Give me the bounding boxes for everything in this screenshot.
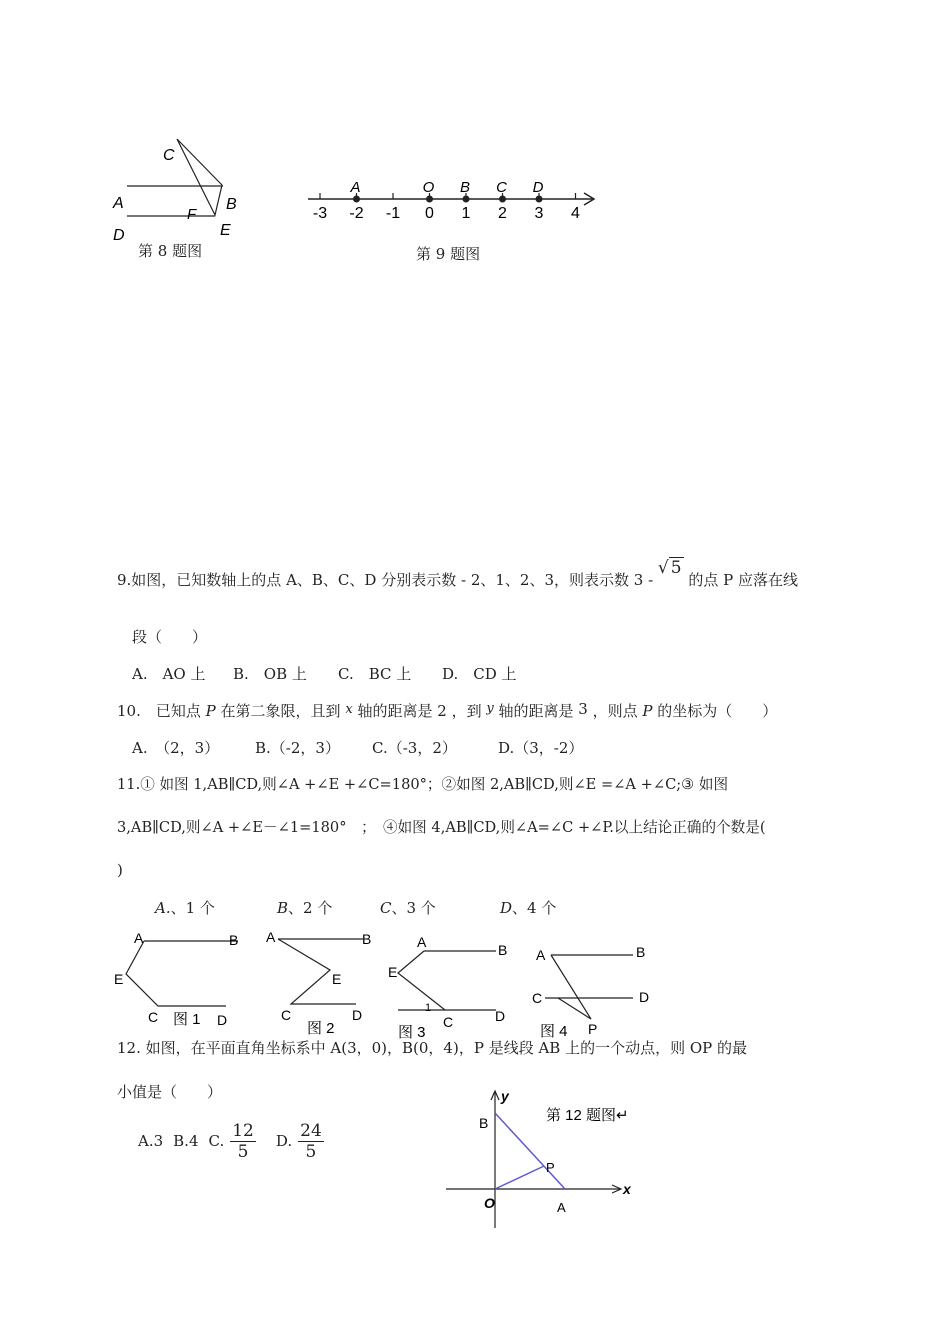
svg-text:y: y (501, 1088, 509, 1104)
tick-label: 3 (534, 205, 544, 222)
svg-text:E: E (332, 971, 342, 987)
svg-text:B: B (229, 932, 239, 948)
q12-line1: 12. 如图，在平面直角坐标系中 A(3，0)，B(0，4)，P 是线段 AB 上的一个动点，则 OP 的最 (117, 1039, 748, 1057)
tick-label: -3 (312, 205, 328, 222)
q12-option-d-fraction: $\frac{24}{5}$ (300, 1120, 322, 1162)
q9-text-after: 的点 P 应落在线 (688, 571, 799, 589)
fig3-caption: 图 3 (398, 1024, 426, 1041)
q10-option-b: B.（-2，3） (255, 739, 340, 757)
svg-text:D: D (217, 1012, 228, 1028)
svg-text:B: B (479, 1115, 489, 1131)
point-label-D: D (532, 179, 544, 196)
svg-text:D: D (639, 989, 650, 1005)
q12-option-a: A.3 (138, 1132, 164, 1150)
tick-label: -2 (349, 205, 364, 222)
svg-text:B: B (636, 944, 646, 960)
point-O (426, 196, 433, 203)
figure-9-number-line (300, 172, 605, 224)
q10-option-a: A. （2，3） (132, 739, 220, 757)
fig8-label-D: D (113, 227, 125, 244)
tick-label: -1 (385, 205, 401, 222)
svg-text:O: O (484, 1195, 495, 1211)
q12-option-b: B.4 (173, 1132, 199, 1150)
q11-option-a: A.、1 个 (155, 899, 215, 917)
tick-label: 0 (425, 205, 434, 222)
svg-text:C: C (281, 1007, 292, 1023)
fig8-label-C: C (163, 147, 175, 164)
triangle (177, 139, 222, 215)
svg-text:1: 1 (425, 1002, 432, 1014)
q9-option-a: A. AO 上 (132, 665, 206, 683)
fig1-caption: 图 1 (173, 1011, 201, 1028)
tick-label: 4 (571, 205, 580, 222)
fig3-path-aec (398, 951, 445, 1010)
q9-option-c: C. BC 上 (338, 665, 412, 683)
q12-option-d-label: D. (275, 1132, 293, 1150)
figure-12-coordinate-plane (440, 1086, 640, 1234)
q9-line1 (117, 558, 799, 590)
q11-line3: ) (117, 861, 123, 879)
segment-op (495, 1166, 544, 1189)
q12-options (138, 1118, 324, 1164)
point-B (463, 196, 470, 203)
svg-text:D: D (352, 1007, 363, 1023)
point-label-C: C (496, 179, 507, 196)
point-label-B: B (459, 179, 471, 196)
svg-text:A: A (536, 947, 546, 963)
q9-line2: 段（ ） (132, 628, 208, 646)
fig8-label-B: B (226, 196, 237, 213)
q11-option-b: B、2 个 (277, 899, 333, 917)
segment-ab (495, 1113, 565, 1189)
q10-option-d: D.（3，-2） (498, 739, 584, 757)
svg-text:C: C (148, 1009, 159, 1025)
fig2-caption: 图 2 (307, 1020, 335, 1037)
svg-text:A: A (557, 1200, 566, 1215)
sqrt-5: √ 5 (657, 558, 682, 578)
q9-text-before: 9.如图，已知数轴上的点 A、B、C、D 分别表示数 - 2、1、2、3，则表示数 3 - (117, 571, 654, 589)
point-label-O: O (422, 179, 435, 196)
fig8-caption: 第 8 题图 (138, 242, 203, 260)
svg-text:C: C (443, 1014, 454, 1030)
q9-option-b: B. OB 上 (233, 665, 307, 683)
q11-option-c: C、3 个 (380, 899, 436, 917)
svg-text:x: x (623, 1181, 631, 1197)
fig2-path-aec (278, 939, 356, 1004)
q11-figures (108, 922, 668, 1044)
svg-text:P: P (546, 1160, 555, 1175)
svg-text:A: A (134, 930, 144, 946)
fig9-caption: 第 9 题图 (416, 245, 481, 263)
fig12-caption: 第 12 题图↵ (546, 1107, 629, 1124)
svg-text:D: D (495, 1008, 506, 1024)
tick-label: 1 (461, 205, 471, 222)
svg-text:C: C (532, 990, 543, 1006)
q12-line2: 小值是（ ） (117, 1083, 223, 1101)
svg-text:A: A (266, 929, 276, 945)
svg-text:B: B (362, 931, 372, 947)
fig8-label-E: E (220, 222, 231, 239)
point-A (353, 196, 360, 203)
fig4-caption: 图 4 (540, 1023, 568, 1040)
svg-text:A: A (417, 934, 427, 950)
q11-line1: 11.① 如图 1,AB∥CD,则∠A +∠E +∠C=180°；②如图 2,AB∥CD,则∠E =∠A +∠C;③ 如图 (117, 776, 729, 793)
svg-text:B: B (498, 942, 508, 958)
q11-option-d: D、4 个 (500, 899, 557, 917)
q10-stem: 10. 已知点 P 在第二象限，且到 x 轴的距离是 2 ，到 y 轴的距离是 3 ，则点 P 的坐标为（ ） (117, 700, 778, 720)
q10-option-c: C.（-3，2） (372, 739, 457, 757)
fig4-path-apc (551, 955, 591, 1019)
q9-option-d: D. CD 上 (442, 665, 517, 683)
figure-8 (105, 130, 255, 245)
q12-option-c-fraction: $\frac{12}{5}$ (232, 1120, 254, 1162)
point-D (536, 196, 543, 203)
svg-text:P: P (588, 1021, 598, 1037)
fig8-label-F: F (187, 206, 197, 223)
fig8-label-A: A (113, 195, 124, 212)
q12-option-c-label: C. (208, 1132, 225, 1150)
fig1-path-aec (126, 941, 226, 1006)
svg-text:E: E (114, 971, 124, 987)
svg-text:E: E (388, 964, 398, 980)
q11-line2: 3,AB∥CD,则∠A +∠E－∠1=180° ； ④如图 4,AB∥CD,则∠A=∠C +∠P.以上结论正确的个数是( (117, 819, 766, 836)
point-C (499, 196, 506, 203)
point-label-A: A (350, 179, 361, 196)
tick-label: 2 (498, 205, 507, 222)
